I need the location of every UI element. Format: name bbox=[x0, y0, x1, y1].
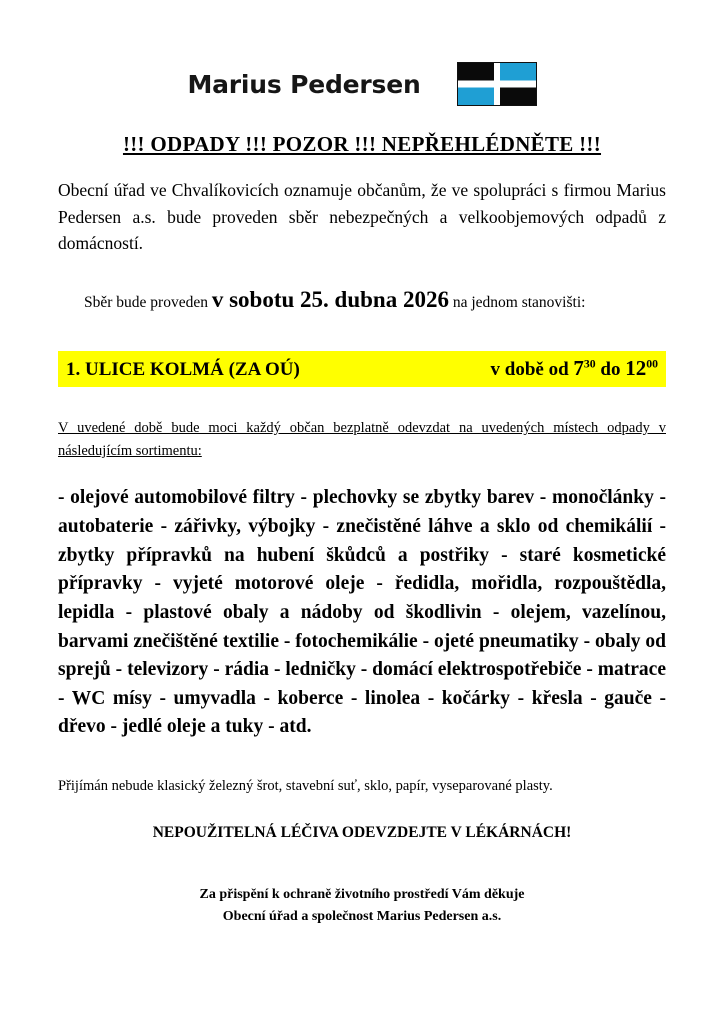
time-from-hours: 7 bbox=[573, 356, 584, 381]
collection-point-name: 1. ULICE KOLMÁ (ZA OÚ) bbox=[66, 359, 300, 381]
not-accepted-paragraph: Přijímán nebude klasický železný šrot, stavební suť, sklo, papír, vyseparované plasty. bbox=[58, 778, 553, 795]
page-title: !!! ODPADY !!! POZOR !!! NEPŘEHLÉDNĚTE !!! bbox=[122, 132, 602, 156]
logo-vertical-band bbox=[494, 62, 500, 106]
time-to-hours: 12 bbox=[625, 356, 647, 381]
thanks-line-2: Obecní úřad a společnost Marius Pedersen a.s. bbox=[222, 909, 502, 925]
time-to-minutes: 00 bbox=[646, 357, 658, 371]
accepted-items-list: - olejové automobilové filtry - plechovky se zbytky barev - monočlánky - autobaterie - zářivky, výbojky - znečistěné láhve a sklo od chemikálií - zbytky přípravků na hubení škůdců a postřiky - staré kosmetické přípravky - vyjeté motorové oleje - ředidla, mořidla, rozpouštědla, lepidla - plastové obaly a nádoby od škodlivin - olejem, vazelínou, barvami znečištěné textilie - fotochemikálie - ojeté pneumatiky - obaly od sprejů - televizory - rádia - ledničky - domácí elektrospotřebiče - matrace - WC mísy - umyvadla - koberce - linolea - kočárky - křesla - gauče - dřevo - jedlé oleje a tuky - atd. bbox=[58, 487, 666, 738]
intro-paragraph: Obecní úřad ve Chvalíkovicích oznamuje občanům, že ve spolupráci s firmou Marius Pedersen a.s. bude proveden sběr nebezpečných a velkoobjemových odpadů z domácností. bbox=[58, 180, 666, 254]
thanks-block bbox=[58, 884, 666, 929]
logo-row bbox=[58, 62, 666, 106]
collection-point-bar bbox=[58, 351, 666, 387]
marius-pedersen-flag-logo-icon bbox=[457, 62, 537, 106]
time-from-minutes: 30 bbox=[583, 357, 596, 371]
collection-suffix: na jednom stanovišti: bbox=[452, 293, 586, 311]
collection-prefix: Sběr bude proveden bbox=[84, 293, 208, 311]
time-label: v době od bbox=[490, 359, 569, 381]
collection-date: v sobotu 25. dubna 2026 bbox=[211, 286, 449, 312]
collection-date-line bbox=[58, 283, 666, 318]
thanks-line-1: Za přispění k ochraně životního prostředí Vám děkuje bbox=[199, 886, 525, 902]
company-logo-text: Marius Pedersen bbox=[187, 69, 421, 99]
collection-point-time bbox=[491, 356, 659, 381]
time-separator: do bbox=[600, 359, 621, 381]
notice-paragraph: V uvedené době bude moci každý občan bezplatně odevzdat na uvedených místech odpady v následujícím sortimentu: bbox=[58, 420, 666, 459]
pharmacy-notice: NEPOUŽITELNÁ LÉČIVA ODEVZDEJTE V LÉKÁRNÁCH! bbox=[152, 823, 572, 841]
